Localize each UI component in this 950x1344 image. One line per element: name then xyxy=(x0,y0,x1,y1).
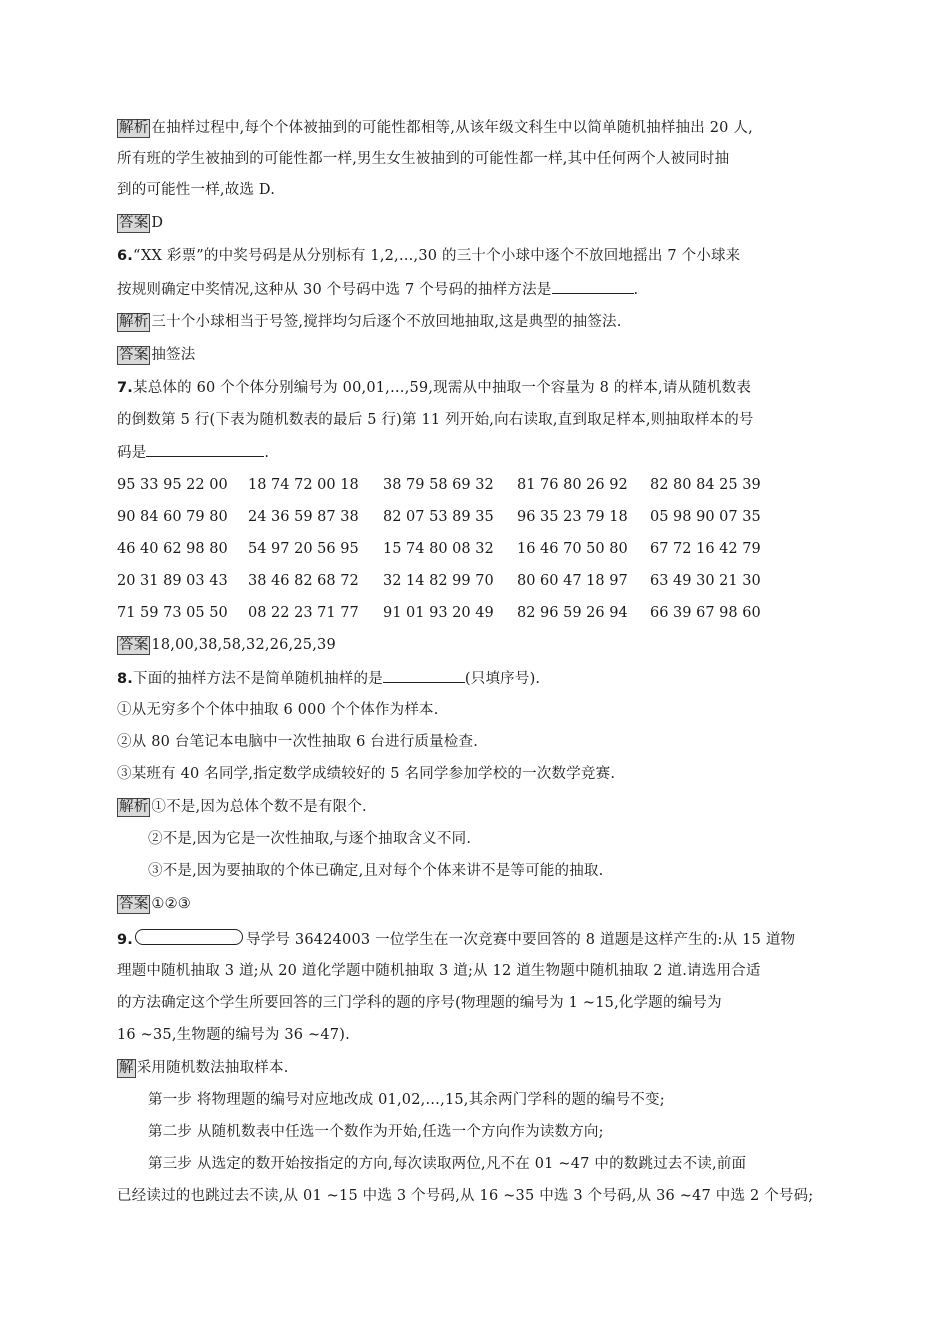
analysis-tag: 解析 xyxy=(119,120,149,136)
q8-stem-end: (只填序号). xyxy=(464,671,541,687)
analysis-tag: 解析 xyxy=(119,799,149,815)
table-cell: 80 60 47 18 97 xyxy=(517,573,628,589)
answer-tag: 答案 xyxy=(119,347,149,363)
table-cell: 38 79 58 69 32 xyxy=(383,477,494,493)
table-cell: 20 31 89 03 43 xyxy=(117,573,228,589)
q9-solution-line xyxy=(117,1058,289,1078)
answer-blank xyxy=(383,668,465,683)
q8-stem-line xyxy=(117,668,540,689)
q6-stem-end: . xyxy=(633,282,639,298)
q6-analysis-text: 三十个小球相当于号签,搅拌均匀后逐个不放回地抽取,这是典型的抽签法. xyxy=(151,314,622,330)
answer-tag: 答案 xyxy=(119,896,149,912)
q8-analysis-line: ③不是,因为要抽取的个体已确定,且对每个个体来讲不是等可能的抽取. xyxy=(148,863,604,879)
q9-stem-text: 导学号 36424003 一位学生在一次竞赛中要回答的 8 道题是这样产生的:从 15 道物 xyxy=(246,932,796,948)
q6-stem-text: “XX 彩票”的中奖号码是从分别标有 1,2,…,30 的三十个小球中逐个不放回地摇出 7 个小球来 xyxy=(133,248,741,264)
table-cell: 96 35 23 79 18 xyxy=(517,509,628,525)
q8-option: ③某班有 40 名同学,指定数学成绩较好的 5 名同学参加学校的一次数学竞赛. xyxy=(117,766,616,782)
table-cell: 46 40 62 98 80 xyxy=(117,541,228,557)
question-number: 9. xyxy=(117,932,133,948)
table-cell: 54 97 20 56 95 xyxy=(248,541,359,557)
analysis-tag: 解析 xyxy=(119,314,149,330)
guide-badge xyxy=(135,929,243,945)
q7-stem-line xyxy=(117,442,269,463)
q6-answer-text: 抽签法 xyxy=(151,347,196,363)
q7-stem-text: 码是 xyxy=(117,445,147,461)
q6-stem-line xyxy=(117,279,638,300)
q8-option: ①从无穷多个个体中抽取 6 000 个个体作为样本. xyxy=(117,702,439,718)
q8-answer-text: ①②③ xyxy=(151,896,192,912)
q9-step: 第一步 将物理题的编号对应地改成 01,02,…,15,其余两门学科的题的编号不变; xyxy=(148,1092,665,1108)
table-cell: 63 49 30 21 30 xyxy=(650,573,761,589)
q5-analysis-line: 到的可能性一样,故选 D. xyxy=(117,182,276,198)
table-cell: 66 39 67 98 60 xyxy=(650,605,761,621)
q6-analysis-line xyxy=(117,312,622,332)
q7-stem-end: . xyxy=(264,445,270,461)
q5-analysis-text: 在抽样过程中,每个个体被抽到的可能性都相等,从该年级文科生中以简单随机抽样抽出 20 人, xyxy=(151,120,753,136)
q9-stem-line: 的方法确定这个学生所要回答的三门学科的题的序号(物理题的编号为 1 ~15,化学题的编号为 xyxy=(117,995,722,1011)
q9-step: 第二步 从随机数表中任选一个数作为开始,任选一个方向作为读数方向; xyxy=(148,1124,604,1140)
table-cell: 95 33 95 22 00 xyxy=(117,477,228,493)
table-cell: 67 72 16 42 79 xyxy=(650,541,761,557)
table-cell: 08 22 23 71 77 xyxy=(248,605,359,621)
q9-step: 第三步 从选定的数开始按指定的方向,每次读取两位,凡不在 01 ~47 中的数跳过去不读,前面 xyxy=(148,1156,747,1172)
q7-stem-text: 某总体的 60 个个体分别编号为 00,01,…,59,现需从中抽取一个容量为 8 的样本,请从随机数表 xyxy=(133,380,752,396)
q8-answer-line xyxy=(117,894,191,914)
q8-analysis-text: ①不是,因为总体个数不是有限个. xyxy=(151,799,367,815)
question-number: 6. xyxy=(117,248,133,264)
solution-tag: 解 xyxy=(119,1060,134,1076)
table-cell: 91 01 93 20 49 xyxy=(383,605,494,621)
question-number: 8. xyxy=(117,671,133,687)
q8-stem-text: 下面的抽样方法不是简单随机抽样的是 xyxy=(133,671,383,687)
q5-analysis-line xyxy=(117,118,753,138)
q7-stem-line xyxy=(117,378,751,398)
q9-stem-line xyxy=(117,929,795,950)
q9-stem-line: 理题中随机抽取 3 道;从 20 道化学题中随机抽取 3 道;从 12 道生物题中随机抽取 2 道.请选用合适 xyxy=(117,963,761,979)
answer-blank xyxy=(146,442,264,457)
q6-answer-line xyxy=(117,345,196,365)
table-cell: 15 74 80 08 32 xyxy=(383,541,494,557)
q8-analysis-line xyxy=(117,797,367,817)
table-cell: 82 80 84 25 39 xyxy=(650,477,761,493)
q9-stem-line: 16 ~35,生物题的编号为 36 ~47). xyxy=(117,1027,350,1043)
question-number: 7. xyxy=(117,380,133,396)
table-cell: 18 74 72 00 18 xyxy=(248,477,359,493)
q7-answer-text: 18,00,38,58,32,26,25,39 xyxy=(151,637,336,653)
q8-analysis-line: ②不是,因为它是一次性抽取,与逐个抽取含义不同. xyxy=(148,831,472,847)
answer-blank xyxy=(552,279,634,294)
table-cell: 82 07 53 89 35 xyxy=(383,509,494,525)
table-cell: 24 36 59 87 38 xyxy=(248,509,359,525)
table-cell: 38 46 82 68 72 xyxy=(248,573,359,589)
table-cell: 81 76 80 26 92 xyxy=(517,477,628,493)
table-cell: 32 14 82 99 70 xyxy=(383,573,494,589)
table-cell: 05 98 90 07 35 xyxy=(650,509,761,525)
table-cell: 71 59 73 05 50 xyxy=(117,605,228,621)
answer-tag: 答案 xyxy=(119,637,149,653)
q6-stem-text: 按规则确定中奖情况,这种从 30 个号码中选 7 个号码的抽样方法是 xyxy=(117,282,552,298)
q9-step: 已经读过的也跳过去不读,从 01 ~15 中选 3 个号码,从 16 ~35 中选 3 个号码,从 36 ~47 中选 2 个号码; xyxy=(117,1188,814,1204)
q5-answer-text: D xyxy=(151,215,164,231)
q6-stem-line xyxy=(117,246,740,266)
q7-answer-line xyxy=(117,635,336,655)
q8-option: ②从 80 台笔记本电脑中一次性抽取 6 台进行质量检查. xyxy=(117,734,479,750)
answer-tag: 答案 xyxy=(119,215,149,231)
q7-stem-line: 的倒数第 5 行(下表为随机数表的最后 5 行)第 11 列开始,向右读取,直到取足样本,则抽取样本的号 xyxy=(117,412,754,428)
table-cell: 82 96 59 26 94 xyxy=(517,605,628,621)
q5-analysis-line: 所有班的学生被抽到的可能性都一样,男生女生被抽到的可能性都一样,其中任何两个人被同时抽 xyxy=(117,151,730,167)
q5-answer-line xyxy=(117,213,163,233)
table-cell: 90 84 60 79 80 xyxy=(117,509,228,525)
q9-solution-text: 采用随机数法抽取样本. xyxy=(136,1060,289,1076)
table-cell: 16 46 70 50 80 xyxy=(517,541,628,557)
